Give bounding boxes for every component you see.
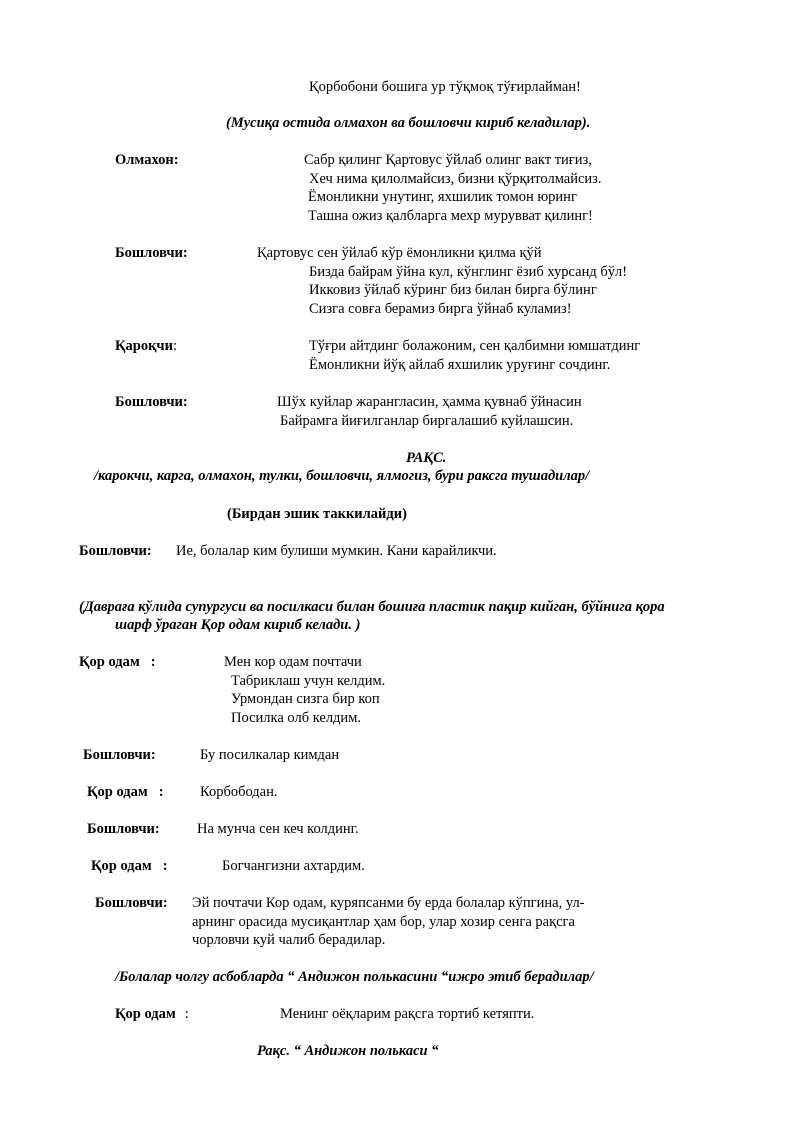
verse-line: Ташна ожиз қалбларга мехр мурувват қилинг! <box>308 207 593 224</box>
stage-direction-enter-1: (Давраға кўлида супургуси ва посилкаси билан бошиға пластик пақир кийган, бўйнига қора <box>79 599 665 615</box>
speaker-boshlovchi: Бошловчи: <box>87 821 160 837</box>
speaker-colon: : <box>172 338 177 354</box>
verse-line: Урмондан сизга бир коп <box>231 691 380 707</box>
speaker-colon: : <box>184 1006 189 1022</box>
speaker-kor-odam: Қор одам <box>87 784 148 800</box>
verse-line: Икковиз ўйлаб кўринг биз билан бирга бўлинг <box>309 282 597 298</box>
stage-direction-enter-2: шарф ўраган Қор одам кириб келади. ) <box>115 617 361 633</box>
speaker-boshlovchi: Бошловчи: <box>115 394 188 410</box>
intro-line: Қорбобони бошига ур тўқмоқ тўғирлайман! <box>309 79 581 95</box>
kor-odam-line: Богчангизни ахтардим. <box>222 858 365 874</box>
verse-line: Қартовус сен ўйлаб кўр ёмонликни қилма қўй <box>257 245 542 261</box>
boshlovchi-line: Бу посилкалар кимдан <box>200 747 340 763</box>
verse-line: Мен кор одам почтачи <box>224 654 362 670</box>
boshlovchi-verse-2 <box>277 393 582 430</box>
verse-line: Табриклаш учун келдим. <box>231 672 386 689</box>
kor-odam-verse <box>224 653 385 727</box>
verse-line: Шўх куйлар жарангласин, ҳамма қувнаб ўйнасин <box>277 394 582 410</box>
speaker-boshlovchi: Бошловчи: <box>83 747 156 763</box>
speaker-kor-odam: Қор одам <box>115 1006 176 1022</box>
speaker-olmaxon: Олмахон: <box>115 152 179 168</box>
boshlovchi-paragraph <box>192 894 585 950</box>
speaker-kor-odam-wrap <box>87 783 164 801</box>
boshlovchi-line: На мунча сен кеч колдинг. <box>197 821 359 837</box>
boshlovchi-line: Ие, болалар ким булиши мумкин. Кани карайликчи. <box>176 543 497 559</box>
speaker-qaroqchi-wrap <box>115 337 177 355</box>
paragraph-line: чорловчи куй чалиб берадилар. <box>192 932 386 948</box>
verse-line: Сабр қилинг Қартовус ўйлаб олинг вакт тиғиз, <box>304 152 592 168</box>
stage-direction-knock: (Бирдан эшик таккилайди) <box>227 506 407 522</box>
speaker-colon: : <box>162 858 168 874</box>
verse-line: Ёмонликни йўқ айлаб яхшилик уруғинг сочдинг. <box>309 356 611 373</box>
speaker-colon: : <box>150 654 156 670</box>
verse-line: Сизга совға берамиз бирга ўйнаб куламиз! <box>309 300 572 317</box>
paragraph-line: Эй почтачи Кор одам, куряпсанми бу ерда болалар кўпгина, ул- <box>192 895 585 911</box>
speaker-colon: : <box>158 784 164 800</box>
verse-line: Бизда байрам ўйна кул, кўнглинг ёзиб хурсанд бўл! <box>309 263 628 280</box>
paragraph-line: арнинг орасида мусиқантлар ҳам бор, улар хозир сенга рақсга <box>192 913 575 930</box>
olmaxon-verse <box>304 151 602 225</box>
boshlovchi-verse-1 <box>257 244 627 318</box>
speaker-kor-odam-wrap <box>79 653 156 671</box>
verse-line: Тўғри айтдинг болажоним, сен қалбимни юмшатдинг <box>309 338 641 354</box>
stage-direction-music: (Мусиқа остида олмахон ва бошловчи кириб келадилар). <box>226 115 591 131</box>
speaker-kor-odam: Қор одам <box>91 858 152 874</box>
final-dance-title: Рақс. “ Андижон полькаси “ <box>257 1043 439 1059</box>
qaroqchi-verse <box>309 337 640 374</box>
verse-line: Байрамга йиғилганлар биргалашиб куйлашсин. <box>280 412 574 429</box>
speaker-boshlovchi: Бошловчи: <box>115 245 188 261</box>
verse-line: Посилка олб келдим. <box>231 709 361 726</box>
dance-title: РАҚС. <box>406 450 447 466</box>
verse-line: Хеч нима қилолмайсиз, бизни қўрқитолмайсиз. <box>309 170 602 187</box>
dance-note: /карокчи, карга, олмахон, тулки, бошловчи, ялмогиз, бури раксга тушадилар/ <box>94 468 590 484</box>
stage-direction-polka: /Болалар чолгу асбобларда “ Андижон полькасини “ижро этиб берадилар/ <box>115 969 594 985</box>
verse-line: Ёмонликни унутинг, яхшилик томон юринг <box>308 189 577 205</box>
speaker-boshlovchi: Бошловчи: <box>79 543 152 559</box>
speaker-kor-odam: Қор одам <box>79 654 140 670</box>
kor-odam-line: Менинг оёқларим рақсга тортиб кетяпти. <box>280 1006 535 1022</box>
kor-odam-line: Корбободан. <box>200 784 278 800</box>
speaker-kor-odam-wrap <box>115 1005 189 1023</box>
speaker-boshlovchi: Бошловчи: <box>95 895 168 911</box>
speaker-kor-odam-wrap <box>91 857 168 875</box>
speaker-qaroqchi: Қароқчи <box>115 338 173 354</box>
